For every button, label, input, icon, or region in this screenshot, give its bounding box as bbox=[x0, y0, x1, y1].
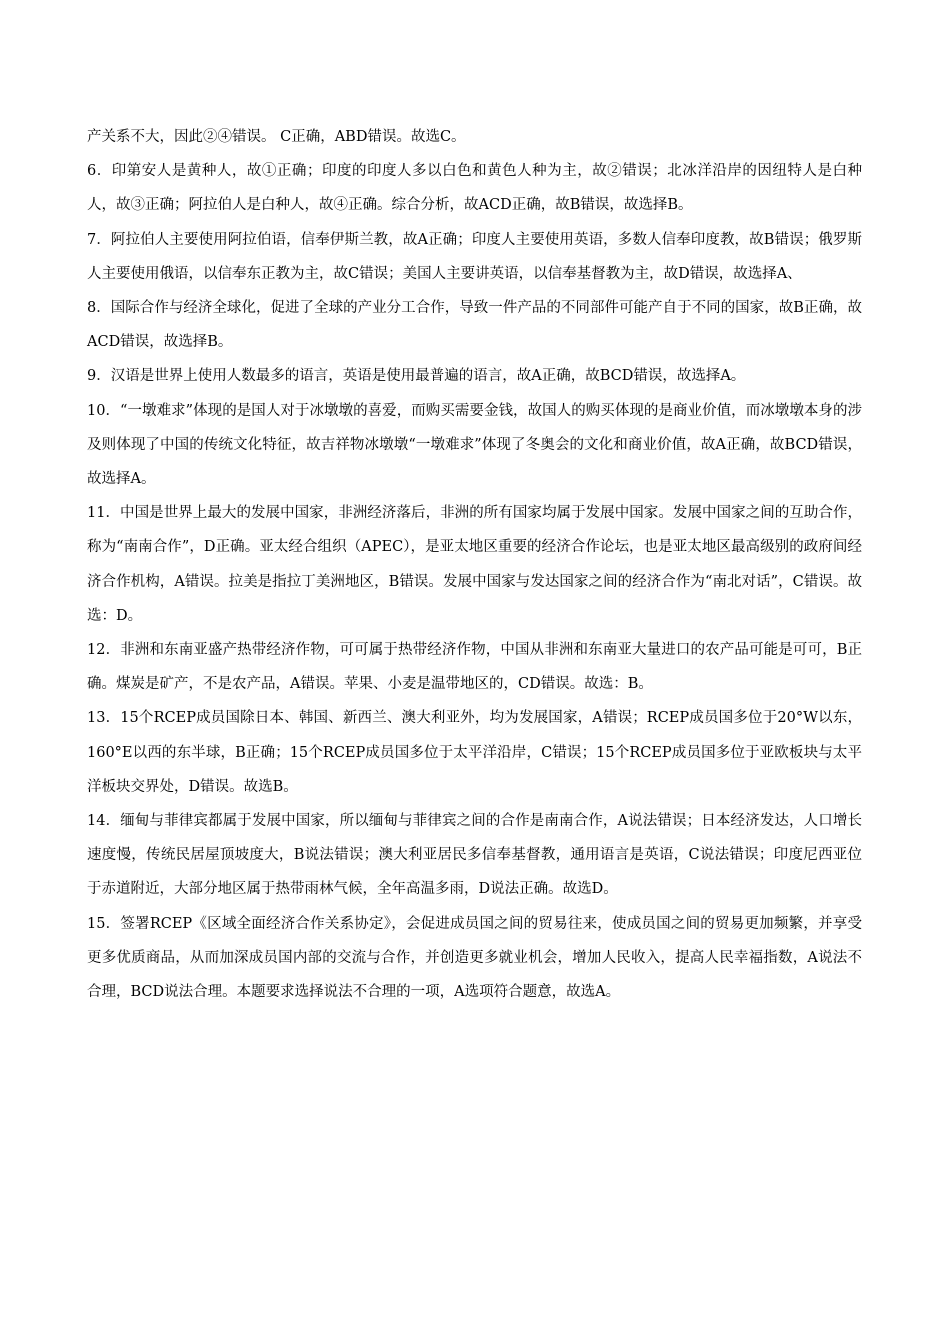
answer-explanations bbox=[87, 120, 862, 1009]
paragraph-7: 7．阿拉伯人主要使用阿拉伯语，信奉伊斯兰教，故A正确；印度人主要使用英语，多数人信奉印度教，故B错误；俄罗斯人主要使用俄语，以信奉东正教为主，故C错误；美国人主要讲英语，以信奉基督教为主，故D错误，故选择A、 bbox=[87, 231, 862, 282]
paragraph-13: 13．15个RCEP成员国除日本、韩国、新西兰、澳大利亚外，均为发展国家，A错误；RCEP成员国多位于20°W以东，160°E以西的东半球，B正确；15个RCEP成员国多位于太平洋沿岸，C错误；15个RCEP成员国多位于亚欧板块与太平洋板块交界处，D错误。故选B。 bbox=[87, 710, 862, 795]
paragraph-6: 6．印第安人是黄种人，故①正确；印度的印度人多以白色和黄色人种为主，故②错误；北冰洋沿岸的因纽特人是白种人，故③正确；阿拉伯人是白种人，故④正确。综合分析，故ACD正确，故B错误，故选择B。 bbox=[87, 163, 862, 214]
paragraph-12: 12．非洲和东南亚盛产热带经济作物，可可属于热带经济作物，中国从非洲和东南亚大量进口的农产品可能是可可，B正确。煤炭是矿产，不是农产品，A错误。苹果、小麦是温带地区的，CD错误。故选：B。 bbox=[87, 642, 862, 693]
paragraph-10: 10．“一墩难求”体现的是国人对于冰墩墩的喜爱，而购买需要金钱，故国人的购买体现的是商业价值，而冰墩墩本身的涉及则体现了中国的传统文化特征，故吉祥物冰墩墩“一墩难求”体现了冬奥会的文化和商业价值，故A正确，故BCD错误，故选择A。 bbox=[87, 402, 862, 488]
paragraph-14: 14．缅甸与菲律宾都属于发展中国家，所以缅甸与菲律宾之间的合作是南南合作，A说法错误；日本经济发达，人口增长速度慢，传统民居屋顶坡度大，B说法错误；澳大利亚居民多信奉基督教，通用语言是英语，C说法错误；印度尼西亚位于赤道附近，大部分地区属于热带雨林气候，全年高温多雨，D说法正确。故选D。 bbox=[87, 813, 862, 898]
paragraph-9: 9．汉语是世界上使用人数最多的语言，英语是使用最普遍的语言，故A正确，故BCD错误，故选择A。 bbox=[87, 368, 746, 385]
paragraph-5-continued: 产关系不大，因此②④错误。 C正确，ABD错误。故选C。 bbox=[87, 129, 466, 145]
paragraph-15: 15．签署RCEP《区域全面经济合作关系协定》，会促进成员国之间的贸易往来，使成员国之间的贸易更加频繁，并享受更多优质商品，从而加深成员国内部的交流与合作，并创造更多就业机会，增加人民收入，提高人民幸福指数，A说法不合理，BCD说法合理。本题要求选择说法不合理的一项，A选项符合题意，故选A。 bbox=[87, 915, 862, 1001]
paragraph-8: 8．国际合作与经济全球化，促进了全球的产业分工合作，导致一件产品的不同部件可能产自于不同的国家，故B正确，故ACD错误，故选择B。 bbox=[87, 300, 862, 351]
paragraph-11: 11．中国是世界上最大的发展中国家，非洲经济落后，非洲的所有国家均属于发展中国家。发展中国家之间的互助合作，称为“南南合作”，D正确。亚太经合组织（APEC），是亚太地区重要的经济合作论坛，也是亚太地区最高级别的政府间经济合作机构，A错误。拉美是指拉丁美洲地区，B错误。发展中国家与发达国家之间的经济合作为“南北对话”，C错误。故选：D。 bbox=[87, 505, 862, 624]
